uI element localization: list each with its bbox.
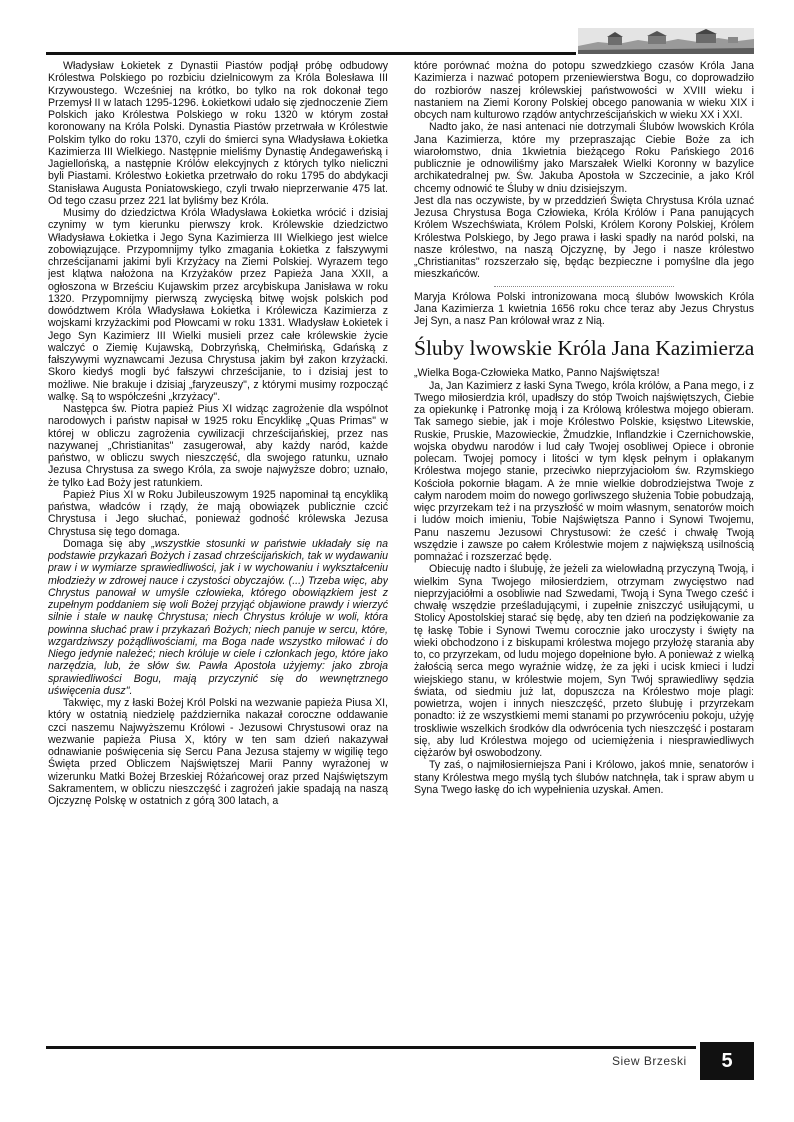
paragraph: Papież Pius XI w Roku Jubileuszowym 1925 napominał tą encykliką państwa, władców i rządy, że mają obowiązek publicznie czcić Chrystusa i Jego słuchać, ponieważ godność królewska Jezusa Chrystusa się tego domaga. <box>48 488 388 538</box>
left-column <box>48 60 388 1032</box>
page-number: 5 <box>700 1042 754 1080</box>
dotted-separator <box>414 281 754 291</box>
vow-paragraph: Ty zaś, o najmiłosierniejsza Pani i Królowo, jakoś mnie, senatorów i stany Królestwa mego myślą tych ślubów natchnęła, tak i spraw abym u Syna Twego łaskę do ich wypełnienia uzyskał. Amen. <box>414 759 754 796</box>
paragraph: Nadto jako, że nasi antenaci nie dotrzymali Ślubów lwowskich Króla Jana Kazimierza, które my przepraszając Ciebie Boże za ich wiarołomstwo, dnia 1kwietnia bieżącego Roku Pańskiego 2016 publicznie je odnowiliśmy jako Marszałek Wielki Koronny w bazylice archikatedralnej pw. Św. Jakuba Apostoła w Szczecinie, a jako Król chcemy odnowić te Śluby w dniu dzisiejszym. <box>414 121 754 195</box>
quote-lead: Domaga się aby <box>63 537 152 550</box>
paragraph: Musimy do dziedzictwa Króla Władysława Łokietka wrócić i dzisiaj czynimy w tym kierunku pierwszy krok. Królewskie dziedzictwo Władysława Łokietka i Jego Syna Kazimierza III Wielkiego jest wielce zobowiązujące. Przypomnijmy tylko zmagania Łokietka z fałszywymi chrześcijanami jakimi byli Krzyżacy na Ziemi Polskiej. Wyrazem tego jest klątwa nałożona na Krzyżaków przez Papieża Jana XXII, a ogłoszona w Brześciu Kujawskim przez arcybiskupa Janisława w roku 1320. Przypomnijmy pierwszą zwycięską bitwę wojsk polskich pod dowództwem Króla Władysława Łokietka i Królewicza Kazimierza z wojskami krzyżackimi pod Płowcami w roku 1331. Władysław Łokietek i Jego Syn Kazimierz III Wielki musieli przez całe królewskie życie walczyć o Ziemię Kujawską, Dobrzyńską, Chełmińską, Gdańską z fałszywymi wyznawcami Jezusa Chrystusa jakim był zakon krzyżacki. Skoro kiedyś mogli być fałszywi chrześcijanie, to i dzisiaj jest to możliwe. Nie brakuje i dzisiaj „faryzeuszy", z którymi musimy rozpocząć walkę. Są to współcześni „krzyżacy". <box>48 207 388 403</box>
vow-paragraph: Ja, Jan Kazimierz z łaski Syna Twego, króla królów, a Pana mego, i z Twego miłosierdzia król, upadłszy do stóp Twoich najświętszych, Ciebie za opiekunkę i Patronkę moją i za Królową królestwa mojego obieram. Tak samego siebie, jak i moje Królestwo Polskie, księstwo Litewskie, Ruskie, Pruskie, Mazowieckie, Żmudzkie, Inflandzkie i Czernichowskie, wojska obydwu narodów i lud cały Twojej osobliwej Opiece i obronie polecam. Twojej pomocy i litości w tym klęsk pełnym i opłakanym Królestwa mojego stanie, przeciwko nieprzyjaciołom św. Rzymskiego Kościoła pokornie błagam. A że mnie wielkie dobrodziejstwa Twoje z całym narodem moim do nowego gorliwszego służenia Tobie pobudzają, więc przyrzekam też i na przyszłość w moim własnym, senatorów moich i ludów moich imieniu, Tobie Najświętsza Panno i Synowi Twojemu, Panu naszemu Jezusowi Chrystusowi: że cześć i chwałę Twoją wszędzie i zawsze po całem Królestwie mojem z największą usilnością pomnażać i rozszerzać będę. <box>414 379 754 563</box>
paragraph: Następca św. Piotra papież Pius XI widząc zagrożenie dla wspólnot narodowych i państw napisał w 1925 roku Encyklikę „Quas Primas" w której w obliczu zagrożenia cywilizacji chrześcijańskiej, przez nas nazywanej „Christianitas" zasugerował, aby każdy naród, każde państwo, w obliczu swych nieszczęść, dla swojego ratunku, uznało Jezusa Chrystusa za swego Króla, za swoje najwyższe dobro; uznało, że tylko Ład Boży jest ratunkiem. <box>48 403 388 489</box>
paragraph: Władysław Łokietek z Dynastii Piastów podjął próbę odbudowy Królestwa Polskiego po rozbiciu dzielnicowym za Króla Bolesława III Krzywoustego. Wcześniej na krótko, bo tylko na rok dokonał tego Przemysł II w latach 1295-1296. Łokietkowi udało się zjednoczenie Ziem Polskich jako Królestwa Polskiego w roku 1320 w którym został koronowany na Króla Polski. Dynastia Piastów przetrwała w Królestwie Polskim tylko do roku 1370, czyli do śmierci syna Władysława Łokietka Kazimierza III Wielkiego. Następnie mieliśmy Dynastię Andegaweńską i Jagiellońską, a następnie Królów elekcyjnych z których tylko nieliczni byli Piastami. Królestwo Łokietka przetrwało do roku 1795 do abdykacji Stanisława Augusta Poniatowskiego, czyli trwało nieprzerwanie 475 lat. Od tego czasu przez 221 lat byliśmy bez Króla. <box>48 60 388 207</box>
header-landscape-image <box>578 28 754 54</box>
paragraph: Jest dla nas oczywiste, by w przeddzień Święta Chrystusa Króla uznać Jezusa Chrystusa Boga Człowieka, Króla Królów i Pana panujących Królem Wszechświata, Królem Polski, Królem Korony Polskiej, Królem Królestwa Polskiego, by Jego prawa i łaski spadły na naród polski, na nasze królestwo, na naszą Ojczyznę, by Jego i nasze królestwo „Christianitas" rozszerzało się, będąc bezpieczne i pomyślne dla jego mieszkańców. <box>414 194 754 281</box>
paragraph: które porównać można do potopu szwedzkiego czasów Króla Jana Kazimierza i nazwać potopem przeniewierstwa Bogu, co doprowadziło do rozbiorów naszej królewskiej państwowości w XVIII wieku i nastaniem na Ziemi Korony Polskiej obcego panowania w wieku XIX i obcych nam kulturowo rządów antychrześcijańskich w wieku XX i XXI. <box>414 60 754 121</box>
article-columns <box>48 60 754 1032</box>
footer-rule <box>46 1046 696 1049</box>
publication-name: Siew Brzeski <box>612 1054 687 1068</box>
vow-opening: „Wielka Boga-Człowieka Matko, Panno Najświętsza! <box>414 367 660 380</box>
vow-paragraph: Obiecuję nadto i ślubuję, że jeżeli za wielowładną przyczyną Twoją, i wielkim Syna Twojego miłosierdziem, otrzymam zwycięstwo nad nieprzyjaciółmi a osobliwie nad Szwedami, Twoją i Syna Twego cześć i chwałę wszędzie prześladującymi, i zupełnie zniszczyć usiłującymi, u Stolicy Apostolskiej starać się będę, aby ten dzień na podziękowanie za tę łaskę Tobie i Synowi Twemu corocznie jako uroczysty i święty na wieki obchodzono i z biskupami królestwa mojego przyłożę starania aby to, co przyrzekam, od ludu mojego dopełnione było. A ponieważ z wielką żałością serca mego wyraźnie widzę, że za jęki i ucisk kmieci i ludzi wiejskiego stanu, w królestwie mojem, Syn Twój sprawiedliwy sędzia świata, od siedmiu już lat, dopuszcza na Królestwo moje plagi: powietrza, wojen i innych nieszczęść, przeto ślubuję i przyrzekam ponadto: iż ze wszystkiemi memi stanami po przywróceniu pokoju, użyję troskliwie wszelkich środków dla odwrócenia tych nieszczęść i postaram się, aby lud Królestwa mojego od uciemiężenia i niesprawiedliwych ciężarów był oswobodzony. <box>414 563 754 759</box>
right-column <box>414 60 754 1032</box>
section-title: Śluby lwowskie Króla Jana Kazimierza <box>414 336 754 361</box>
encyclical-quote: „wszystkie stosunki w państwie układały się na podstawie przykazań Bożych i zasad chrześcijańskich, tak w wydawaniu praw i w wymiarze sprawiedliwości, jak i w wychowaniu i wykształceniu młodzieży w zdrowej nauce i czystości obyczajów. (...) Trzeba więc, aby Chrystus panował w umyśle człowieka, którego obowiązkiem jest z zupełnym poddaniem się woli Bożej przyjąć objawione prawdy i wierzyć silnie i stale w naukę Chrystusa; niech Chrystus króluje w woli, która powinna słuchać praw i przykazań Bożych; niech panuje w sercu, które, wzgardziwszy pożądliwościami, ma Boga nade wszystko miłować i do Niego jedynie należeć; niech króluje w ciele i członkach jego, które jako narzędzia, lub, że słów św. Pawła Apostoła użyjemy: jako zbroja sprawiedliwości Bogu, mają przyczynić się do wewnętrznego uświęcenia dusz". <box>48 537 388 697</box>
header-rule <box>46 52 576 55</box>
paragraph: Maryja Królowa Polski intronizowana mocą ślubów lwowskich Króla Jana Kazimierza 1 kwietnia 1656 roku chce teraz aby Jezus Chrystus Jej Syn, a nasz Pan królował wraz z Nią. <box>414 290 754 327</box>
quote-paragraph <box>48 538 388 697</box>
paragraph: Takwięc, my z łaski Bożej Król Polski na wezwanie papieża Piusa XI, który w ostatnią niedzielę października nakazał coroczne oddawanie czci naszemu Najwyższemu Królowi - Jezusowi Chrystusowi oraz na wezwanie papieża Piusa X, który w ten sam dzień nakazywał odnawianie poświęcenia się Sercu Pana Jezusa stajemy w wigilię tego Święta przed Obliczem Najświętszej Marii Panny wyrażonej w wizerunku Matki Bożej Brzeskiej Różańcowej oraz przed Najświętszym Sakramentem, w obliczu nieszczęść i zagrożeń jakie spadają na naszą Ojczyznę Polskę w ostatnich z górą 300 latach, a <box>48 697 388 807</box>
